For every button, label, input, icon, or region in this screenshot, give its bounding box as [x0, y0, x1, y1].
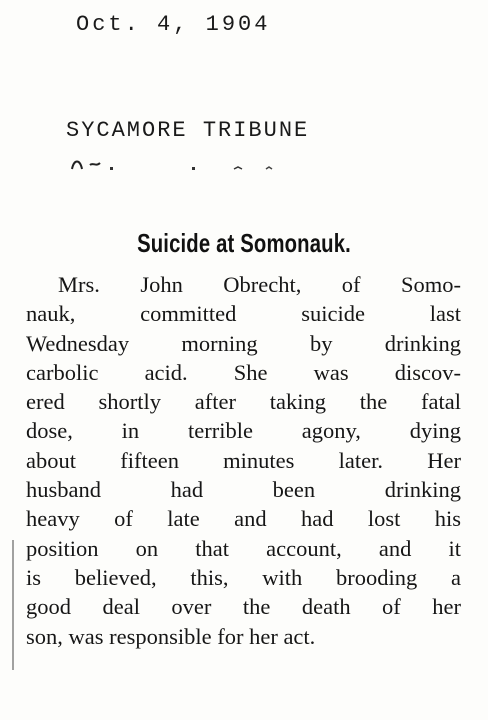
article-line: Mrs. John Obrecht, of Somo-: [58, 272, 461, 297]
article-line: son, was responsible for her act.: [26, 623, 316, 649]
article-line: Wednesday morning by drinking: [26, 330, 461, 356]
clipping-source: SYCAMORE TRIBUNE: [66, 118, 310, 143]
article-line: ered shortly after taking the fatal: [26, 389, 461, 415]
margin-mark: [12, 540, 14, 670]
clipping-date: Oct. 4, 1904: [76, 12, 271, 37]
cut-off-typed-line: [66, 151, 376, 171]
article-line: husband had been drinking: [26, 477, 461, 503]
article-line: position on that account, and it: [26, 535, 461, 561]
article-line: nauk, committed suicide last: [26, 301, 461, 327]
article-body: [26, 270, 461, 651]
article-line: carbolic acid. She was discov-: [26, 359, 461, 385]
article-line: good deal over the death of her: [26, 594, 461, 620]
article-line: is believed, this, with brooding a: [26, 564, 461, 590]
article-line: dose, in terrible agony, dying: [26, 418, 461, 444]
article-headline: Suicide at Somonauk.: [137, 228, 351, 258]
article-line: about fifteen minutes later. Her: [26, 447, 461, 473]
article-line: heavy of late and had lost his: [26, 506, 461, 532]
